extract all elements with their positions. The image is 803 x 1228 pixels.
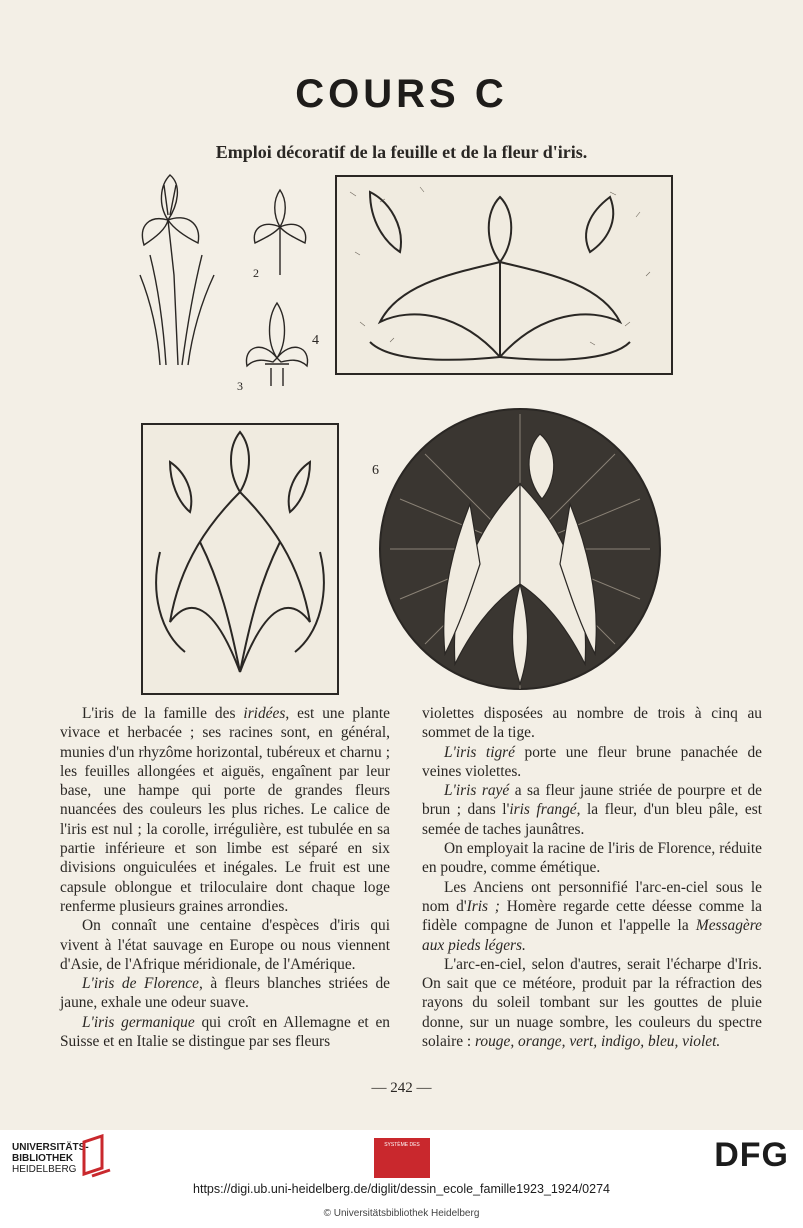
circular-iris-medallion-6 (370, 404, 665, 699)
stylized-flower-2 (245, 185, 315, 280)
iris-plant-illustration (130, 165, 240, 370)
copyright-notice: © Universitätsbibliothek Heidelberg (323, 1208, 480, 1219)
figure-label-6: 6 (372, 463, 379, 478)
figure-label-4: 4 (312, 333, 319, 348)
text-column-right (422, 704, 762, 1051)
text-column-left (60, 704, 390, 1051)
university-library-logo[interactable]: UNIVERSITÄTS- BIBLIOTHEK HEIDELBERG (12, 1142, 89, 1175)
paragraph: L'iris tigré porte une fleur brune panachée de veines violettes. (422, 743, 762, 780)
paragraph: violettes disposées au nombre de trois à cinq au sommet de la tige. (422, 705, 762, 742)
paragraph: On employait la racine de l'iris de Florence, réduite en poudre, comme émétique. (422, 840, 762, 877)
paragraph: L'iris de Florence, à fleurs blanches striées de jaune, exhale une odeur suave. (60, 975, 390, 1012)
library-emblem-icon (80, 1134, 114, 1178)
paragraph: L'iris germanique qui croît en Allemagne et en Suisse et en Italie se distingue par ses fleurs (60, 1013, 390, 1051)
page-title: COURS C (295, 72, 508, 116)
dfg-logo[interactable]: DFG (714, 1136, 789, 1174)
figure-label-3: 3 (237, 379, 243, 393)
source-url[interactable]: https://digi.ub.uni-heidelberg.de/diglit/dessin_ecole_famille1923_1924/0274 (193, 1182, 610, 1196)
paragraph: Les Anciens ont personnifié l'arc-en-ciel sous le nom d'Iris ; Homère regarde cette déesse comme la fidèle compagne de Junon et l'appelle la Messagère aux pieds légers. (422, 878, 762, 954)
digitization-logo[interactable]: SYSTÈME DES (374, 1138, 430, 1178)
viewer-footer (0, 1130, 803, 1228)
paragraph: L'iris de la famille des iridées, est une plante vivace et herbacée ; ses racines sont, en général, munies d'un rhyzôme horizontal, tubéreux et charnu ; les feuilles allongées et aiguës, engaînent par leur base, une hampe qui porte de grandes fleurs nuancées des couleurs les plus riches. Le calice de l'iris est nul ; la corolle, irrégulière, est tubulée en sa partie inférieure et son limbe est séparé en six divisions onguiculées et inégales. Le fruit est une capsule oblongue et triloculaire dont chaque loge renferme plusieurs graines arrondies. (60, 705, 390, 915)
paragraph: L'arc-en-ciel, selon d'autres, serait l'écharpe d'Iris. On sait que ce météore, produit par la réfraction des rayons du soleil tombant sur les gouttes de pluie donne, sur un nuage sombre, les couleurs du spectre solaire : rouge, orange, vert, indigo, bleu, violet. (422, 955, 762, 1051)
paragraph: L'iris rayé a sa fleur jaune striée de pourpre et de brun ; dans l'iris frangé, la fleur, d'un bleu pâle, est semée de taches jaunâtres. (422, 782, 762, 838)
fleur-de-lis-illustration (235, 298, 320, 393)
vertical-iris-panel-5 (140, 422, 340, 697)
page-subtitle: Emploi décoratif de la feuille et de la fleur d'iris. (215, 142, 588, 162)
paragraph: On connaît une centaine d'espèces d'iris qui vivent à l'état sauvage en Europe ou nous viennent d'Asie, de l'Afrique méridionale, de l'Amérique. (60, 917, 390, 973)
rectangular-iris-panel-4 (310, 172, 675, 378)
figure-label-2: 2 (253, 266, 259, 280)
page-number: — 242 — (371, 1080, 432, 1096)
